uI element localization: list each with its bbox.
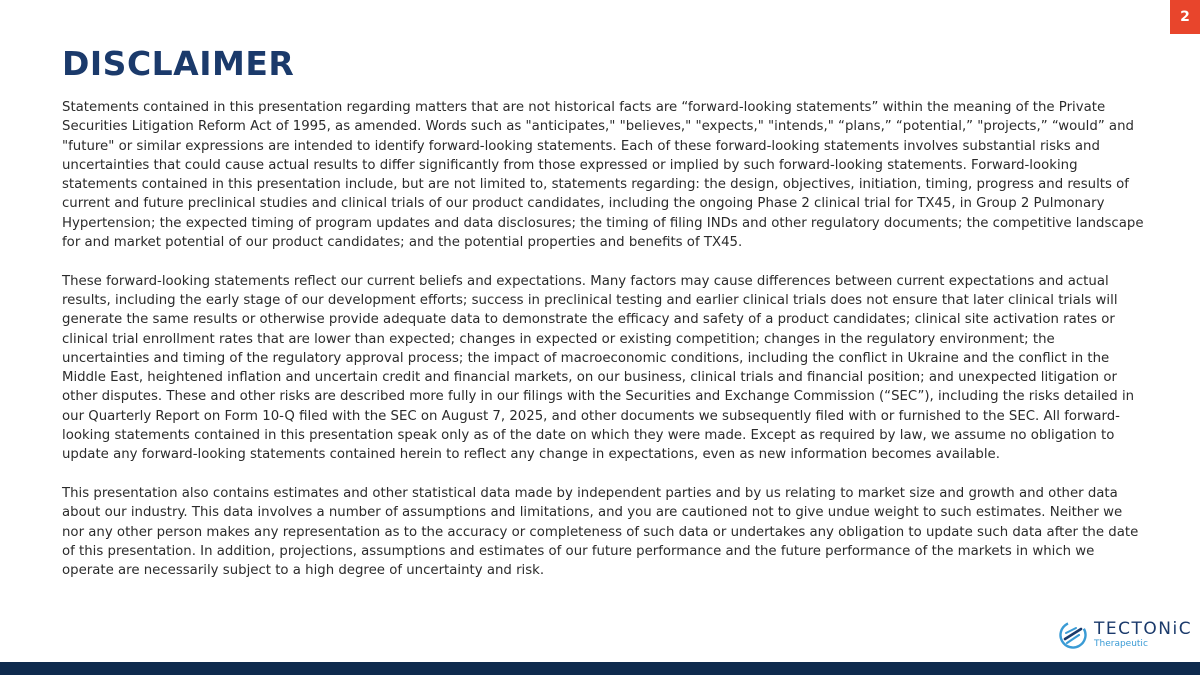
page-title: DISCLAIMER <box>62 44 295 83</box>
logo-name: TECTONiC <box>1094 619 1193 639</box>
disclaimer-paragraph-1: Statements contained in this presentation regarding matters that are not historical facts are “forward-looking statements” within the meaning of the Private Securities Litigation Reform Act of 1995, as amended. Words such as "anticipates," "believes," "expects," "intends," “plans,” “potential,” "projects,” “would” and "future" or similar expressions are intended to identify forward-looking statements. Each of these forward-looking statements involves substantial risks and uncertainties that could cause actual results to differ significantly from those expressed or implied by such forward-looking statements. Forward-looking statements contained in this presentation include, but are not limited to, statements regarding: the design, objectives, initiation, timing, progress and results of current and future preclinical studies and clinical trials of our product candidates, including the ongoing Phase 2 clinical trial for TX45, in Group 2 Pulmonary Hypertension; the expected timing of program updates and data disclosures; the timing of filing INDs and other regulatory documents; the competitive landscape for and market potential of our product candidates; and the potential properties and benefits of TX45. <box>62 100 1144 251</box>
disclaimer-paragraph-2: These forward-looking statements reflect our current beliefs and expectations. Many factors may cause differences between current expectations and actual results, including the early stage of our development efforts; success in preclinical testing and earlier clinical trials does not ensure that later clinical trials will generate the same results or otherwise provide adequate data to demonstrate the efficacy and safety of a product candidates; clinical site activation rates or clinical trial enrollment rates that are lower than expected; changes in expected or existing competition; changes in the regulatory environment; the uncertainties and timing of the regulatory approval process; the impact of macroeconomic conditions, including the conflict in Ukraine and the conflict in the Middle East, heightened inflation and uncertain credit and financial markets, on our business, clinical trials and financial position; and unexpected litigation or other disputes. These and other risks are described more fully in our filings with the Securities and Exchange Commission (“SEC”), including the risks detailed in our Quarterly Report on Form 10-Q filed with the SEC on August 7, 2025, and other documents we subsequently filed with or furnished to the SEC. All forward-looking statements contained in this presentation speak only as of the date on which they were made. Except as required by law, we assume no obligation to update any forward-looking statements contained herein to reflect any change in expectations, even as new information becomes available. <box>62 273 1135 463</box>
page-number: 2 <box>1170 0 1200 34</box>
disclaimer-body <box>62 98 1146 600</box>
disclaimer-paragraph-3: This presentation also contains estimates and other statistical data made by independent parties and by us relating to market size and growth and other data about our industry. This data involves a number of assumptions and limitations, and you are cautioned not to give undue weight to such estimates. Neither we nor any other person makes any representation as to the accuracy or completeness of such data or undertakes any obligation to update such data after the date of this presentation. In addition, projections, assumptions and estimates of our future performance and the future performance of the markets in which we operate are necessarily subject to a high degree of uncertainty and risk. <box>62 485 1139 579</box>
company-logo <box>1058 620 1192 650</box>
footer-bar <box>0 662 1200 675</box>
logo-subtitle: Therapeutic <box>1094 639 1148 649</box>
tectonic-logo-icon <box>1058 620 1088 650</box>
